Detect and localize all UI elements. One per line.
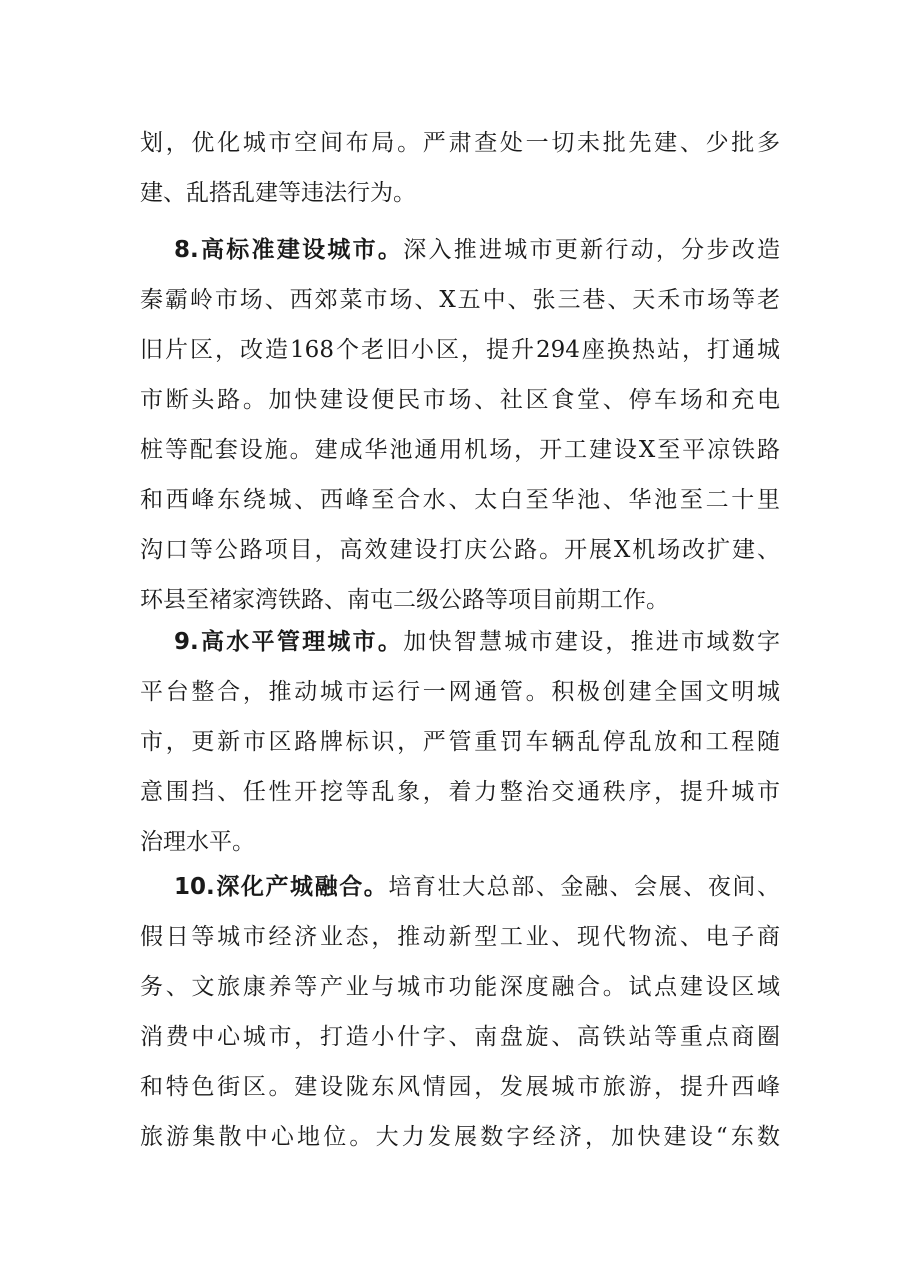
text-line: 消费中心城市，打造小什字、南盘旋、高铁站等重点商圈 [140, 1024, 780, 1050]
text-line [140, 862, 780, 912]
text-line: 平台整合，推动城市运行一网通管。积极创建全国文明城 [140, 679, 780, 705]
text-line: 假日等城市经济业态，推动新型工业、现代物流、电子商 [140, 924, 780, 950]
text-line: 和西峰东绕城、西峰至合水、太白至华池、华池至二十里 [140, 487, 780, 513]
text-line: 和特色街区。建设陇东风情园，发展城市旅游，提升西峰 [140, 1074, 780, 1100]
text-line: 治理水平。 [140, 829, 255, 855]
text-line [140, 225, 780, 275]
paragraph-industry-city [140, 862, 780, 1162]
text-line: 意围挡、任性开挖等乱象，着力整治交通秩序，提升城市 [140, 779, 780, 805]
text-run: 加快智慧城市建设，推进市域数字 [403, 629, 780, 655]
text-run: 深入推进城市更新行动，分步改造 [403, 237, 780, 263]
paragraph-manage-city [140, 617, 780, 867]
text-line: 市，更新市区路牌标识，严管重罚车辆乱停乱放和工程随 [140, 729, 780, 755]
text-line: 旅游集散中心地位。大力发展数字经济，加快建设“东数 [140, 1124, 780, 1150]
text-line: 划，优化城市空间布局。严肃查处一切未批先建、少批多 [140, 130, 780, 156]
section-heading: 8.高标准建设城市。 [174, 237, 404, 263]
text-line: 务、文旅康养等产业与城市功能深度融合。试点建设区域 [140, 974, 780, 1000]
text-line [140, 617, 780, 667]
text-line: 建、乱搭乱建等违法行为。 [140, 180, 416, 206]
section-heading: 10.深化产城融合。 [174, 874, 389, 900]
text-run: 培育壮大总部、金融、会展、夜间、 [388, 874, 780, 900]
paragraph-build-city [140, 225, 780, 625]
text-line: 桩等配套设施。建成华池通用机场，开工建设X至平凉铁路 [140, 437, 780, 463]
text-line: 旧片区，改造168个老旧小区，提升294座换热站，打通城 [140, 337, 780, 363]
paragraph-continuation [140, 118, 780, 218]
text-line: 沟口等公路项目，高效建设打庆公路。开展X机场改扩建、 [140, 537, 780, 563]
text-line: 环县至褚家湾铁路、南屯二级公路等项目前期工作。 [140, 587, 669, 613]
section-heading: 9.高水平管理城市。 [174, 629, 404, 655]
text-line: 秦霸岭市场、西郊菜市场、X五中、张三巷、天禾市场等老 [140, 287, 780, 313]
text-line: 市断头路。加快建设便民市场、社区食堂、停车场和充电 [140, 387, 780, 413]
